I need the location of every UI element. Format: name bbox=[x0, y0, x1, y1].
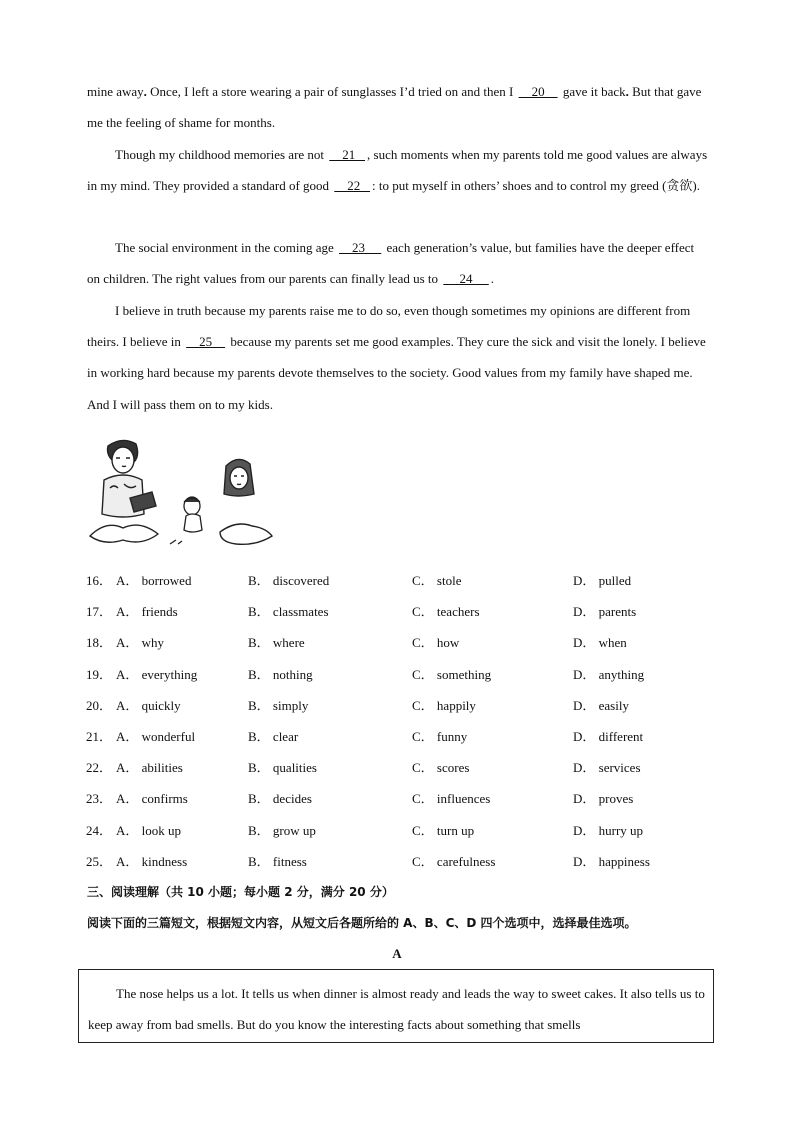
option-c[interactable]: C． influences bbox=[412, 791, 491, 807]
blank-23: 23 bbox=[339, 240, 382, 255]
option-c[interactable]: C． carefulness bbox=[412, 853, 496, 869]
question-number: 16． bbox=[86, 573, 113, 588]
question-number: 18． bbox=[86, 635, 113, 651]
option-row-18 bbox=[86, 627, 726, 658]
option-row-25 bbox=[86, 846, 726, 877]
option-d[interactable]: D． different bbox=[573, 728, 644, 744]
blank-20: 20 bbox=[518, 84, 558, 99]
option-d[interactable]: D． anything bbox=[573, 666, 645, 682]
passage-paragraph-1: mine away. Once, I left a store wearing a pair of sunglasses I’d tried on and then I 20 gave it back. But that gave me the feeling of shame for months. bbox=[87, 84, 702, 131]
passage-a-box bbox=[78, 969, 714, 1043]
blank-25: 25 bbox=[186, 334, 226, 350]
option-d[interactable]: D． hurry up bbox=[573, 822, 644, 838]
option-c[interactable]: C． funny bbox=[412, 728, 468, 744]
option-d[interactable]: D． when bbox=[573, 635, 627, 651]
option-row-24 bbox=[86, 815, 726, 846]
passage-paragraph-2: Though my childhood memories are not 21 , such moments when my parents told me good values are always in my mind. They provided a standard of good 22 : to put myself in others’ shoes and to control my greed (贪欲). bbox=[87, 147, 708, 194]
question-number: 20． bbox=[86, 697, 113, 713]
option-b[interactable]: B． simply bbox=[248, 697, 309, 713]
option-a[interactable]: A． look up bbox=[116, 822, 182, 838]
child-figure bbox=[170, 497, 202, 544]
option-row-23 bbox=[86, 783, 726, 814]
option-a[interactable]: A． friends bbox=[116, 604, 178, 620]
option-b[interactable]: B． classmates bbox=[248, 604, 329, 620]
option-b[interactable]: B． where bbox=[248, 635, 305, 651]
option-d[interactable]: D． easily bbox=[573, 697, 629, 713]
blank-22: 22 bbox=[334, 178, 371, 194]
blank-24: 24 bbox=[443, 271, 489, 287]
question-number: 25． bbox=[86, 853, 113, 869]
option-row-21 bbox=[86, 721, 726, 752]
option-b[interactable]: B． clear bbox=[248, 728, 299, 744]
passage-a-text: The nose helps us a lot. It tells us when dinner is almost ready and leads the way to sweet cakes. It also tells us to keep away from bad smells. But do you know the interesting facts about something that smells bbox=[88, 986, 705, 1032]
mother-figure bbox=[220, 459, 272, 544]
passage-paragraph-3: The social environment in the coming age 23 each generation’s value, but families have the deeper effect on children. The right values from our parents can finally lead us to 24 . bbox=[87, 240, 695, 287]
father-figure bbox=[90, 440, 158, 542]
question-number: 21． bbox=[86, 728, 113, 744]
question-number: 17． bbox=[86, 604, 113, 620]
question-number: 19． bbox=[86, 666, 113, 682]
option-c[interactable]: C． scores bbox=[412, 760, 470, 776]
option-b[interactable]: B． fitness bbox=[248, 853, 307, 869]
section-title: 三、阅读理解（共 10 小题；每小题 2 分，满分 20 分） bbox=[87, 885, 394, 899]
option-d[interactable]: D． proves bbox=[573, 791, 634, 807]
option-b[interactable]: B． grow up bbox=[248, 822, 316, 838]
option-b[interactable]: B． nothing bbox=[248, 666, 313, 682]
option-c[interactable]: C． how bbox=[412, 635, 460, 651]
section-instruction: 阅读下面的三篇短文，根据短文内容，从短文后各题所给的 A、B、C、D 四个选项中，选择最佳选项。 bbox=[87, 916, 637, 930]
option-c[interactable]: C． something bbox=[412, 666, 492, 682]
option-d[interactable]: D． services bbox=[573, 760, 641, 776]
option-row-20 bbox=[86, 690, 726, 721]
option-a[interactable]: A． why bbox=[116, 635, 165, 651]
option-d[interactable]: D． parents bbox=[573, 604, 637, 620]
family-reading-illustration bbox=[86, 436, 276, 551]
option-c[interactable]: C． stole bbox=[412, 573, 462, 588]
option-d[interactable]: D． pulled bbox=[573, 573, 632, 588]
question-number: 23． bbox=[86, 791, 113, 807]
option-a[interactable]: A． wonderful bbox=[116, 728, 196, 744]
question-number: 22． bbox=[86, 760, 113, 776]
option-row-19 bbox=[86, 659, 726, 690]
option-a[interactable]: A． abilities bbox=[116, 760, 183, 776]
option-c[interactable]: C． turn up bbox=[412, 822, 475, 838]
option-b[interactable]: B． qualities bbox=[248, 760, 317, 776]
option-c[interactable]: C． happily bbox=[412, 697, 476, 713]
passage-label: A bbox=[392, 946, 402, 961]
passage-paragraph-4: I believe in truth because my parents raise me to do so, even though sometimes my opinions are different from theirs. I believe in 25 because my parents set me good examples. They cure the sick and visit the lonely. I believe in working hard because my parents devote themselves to the society. Good values from my family have shaped me. And I will pass them on to my kids. bbox=[87, 303, 706, 412]
option-d[interactable]: D． happiness bbox=[573, 853, 650, 869]
option-a[interactable]: A． quickly bbox=[116, 697, 181, 713]
option-row-22 bbox=[86, 752, 726, 783]
option-row-16 bbox=[86, 565, 726, 596]
option-a[interactable]: A． kindness bbox=[116, 853, 188, 869]
option-b[interactable]: B． decides bbox=[248, 791, 312, 807]
question-number: 24． bbox=[86, 822, 113, 838]
option-row-17 bbox=[86, 596, 726, 627]
option-a[interactable]: A． confirms bbox=[116, 791, 188, 807]
options-list bbox=[86, 565, 726, 877]
option-a[interactable]: A． everything bbox=[116, 666, 198, 682]
option-c[interactable]: C． teachers bbox=[412, 604, 480, 620]
blank-21: 21 bbox=[329, 147, 366, 162]
option-b[interactable]: B． discovered bbox=[248, 573, 330, 588]
option-a[interactable]: A． borrowed bbox=[116, 573, 192, 588]
